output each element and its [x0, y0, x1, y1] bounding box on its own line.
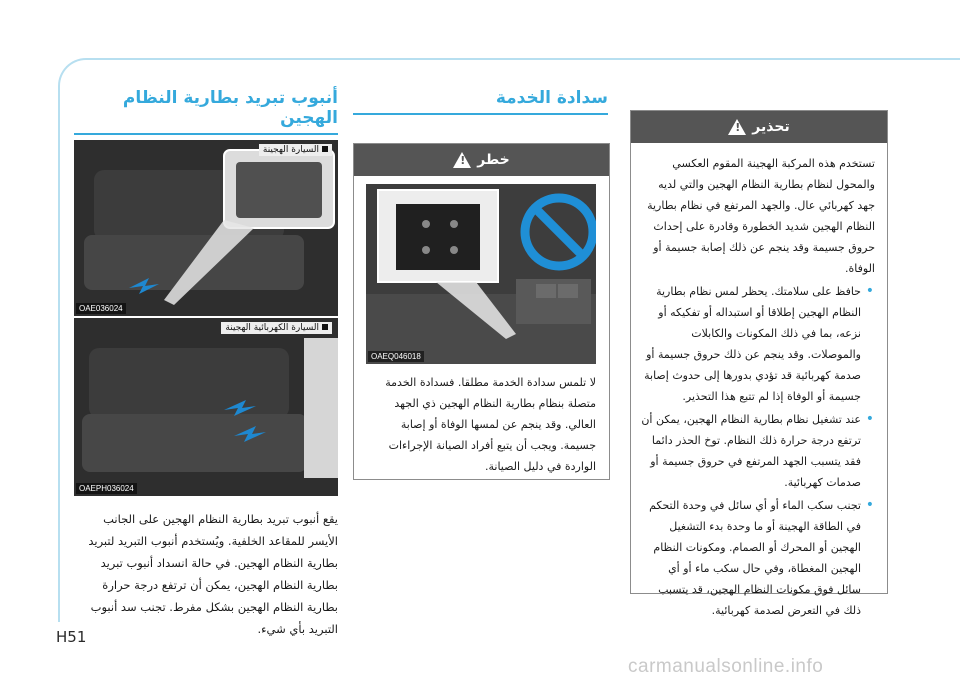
- warning-bullet: • عند تشغيل نظام بطارية النظام الهجين، يمكن أن ترتفع درجة حرارة ذلك النظام. توخ الحذر دائما فقد يتسبب الجهد المرتفع في حروق جسيمة أو صدمات كهربائية.: [641, 409, 861, 493]
- warning-triangle-icon: [728, 119, 746, 135]
- photo-caption: السيارة الهجينة: [259, 144, 332, 156]
- section-title-service-plug: سدادة الخدمة: [353, 88, 608, 115]
- photo-caption: السيارة الكهربائية الهجينة: [221, 322, 332, 334]
- watermark: carmanualsonline.info: [628, 656, 824, 677]
- image-code: OAEQ046018: [368, 351, 424, 362]
- cooling-duct-text: يقع أنبوب تبريد بطارية النظام الهجين على الجانب الأيسر للمقاعد الخلفية. ويُستخدم أنبوب التبريد لتبريد بطارية النظام الهجين. في حالة انسداد أنبوب تبريد بطارية النظام الهجين، يمكن أن ترتفع درجة حرارة بطارية النظام الهجين بشكل مفرط. تجنب سد أنبوب التبريد بأي شيء.: [88, 512, 338, 636]
- section-title-cooling-duct: أنبوب تبريد بطارية النظام الهجين: [74, 88, 338, 135]
- plugin-hybrid-seat-photo: [74, 318, 338, 496]
- warning-header: [631, 111, 887, 143]
- warning-box: [630, 110, 888, 617]
- danger-triangle-icon: [453, 152, 471, 168]
- warning-intro: تستخدم هذه المركبة الهجينة المقوم العكسي والمحول لنظام بطارية النظام الهجين والتي لديه جهد كهربائي عال. والجهد المرتفع في نظام بطارية النظام الهجين شديد الخطورة وقادرة على إحداث حروق جسيمة وقد ينجم عن ذلك إصابة جسيمة أو الوفاة.: [647, 157, 875, 275]
- image-code: OAE036024: [76, 303, 126, 314]
- hybrid-seat-photo: [74, 140, 338, 316]
- danger-text: لا تلمس سدادة الخدمة مطلقا. فسدادة الخدمة متصلة بنظام بطارية النظام الهجين ذي الجهد العالي. وقد ينجم عن لمسها الوفاة أو إصابة جسيمة. ويجب أن يتبع أفراد الصيانة الإجراءات الواردة في دليل الصيانة.: [385, 376, 596, 473]
- image-code: OAEPH036024: [76, 483, 137, 494]
- service-plug-image: [366, 184, 596, 364]
- warning-bullet: • حافظ على سلامتك. يحظر لمس نظام بطارية النظام الهجين إطلاقا أو استبداله أو تفكيكه أو نزعه، بما في ذلك المكونات والكابلات والموصلات. وقد ينجم عن ذلك حروق جسيمة أو صدمة كهربائية قد تؤدي بدورها إلى حدوث إصابة جسيمة أو الوفاة إذا لم تتبع هذا التحذير.: [641, 281, 861, 407]
- danger-header: [354, 144, 609, 176]
- warning-list: [641, 281, 875, 621]
- warning-bullet: • تجنب سكب الماء أو أي سائل في وحدة التحكم في الطاقة الهجينة أو ما وحدة بدء التشغيل الهجين أو المحرك أو الصمام. ومكونات النظام الهجين المغطاة، وفي حال سكب ماء أو أي سائل فوق مكونات النظام الهجين، قد يتسبب ذلك في التعرض لصدمة كهربائية.: [641, 495, 861, 621]
- rear-seat-illustration: [74, 140, 338, 316]
- warning-label: تحذير: [752, 119, 790, 135]
- rear-seat-illustration: [74, 318, 338, 496]
- caption-square-icon: [322, 146, 328, 152]
- danger-label: خطر: [477, 152, 510, 168]
- caption-square-icon: [322, 324, 328, 330]
- page-number: H51: [56, 628, 87, 646]
- danger-box: [353, 143, 610, 480]
- service-plug-illustration: [366, 184, 596, 364]
